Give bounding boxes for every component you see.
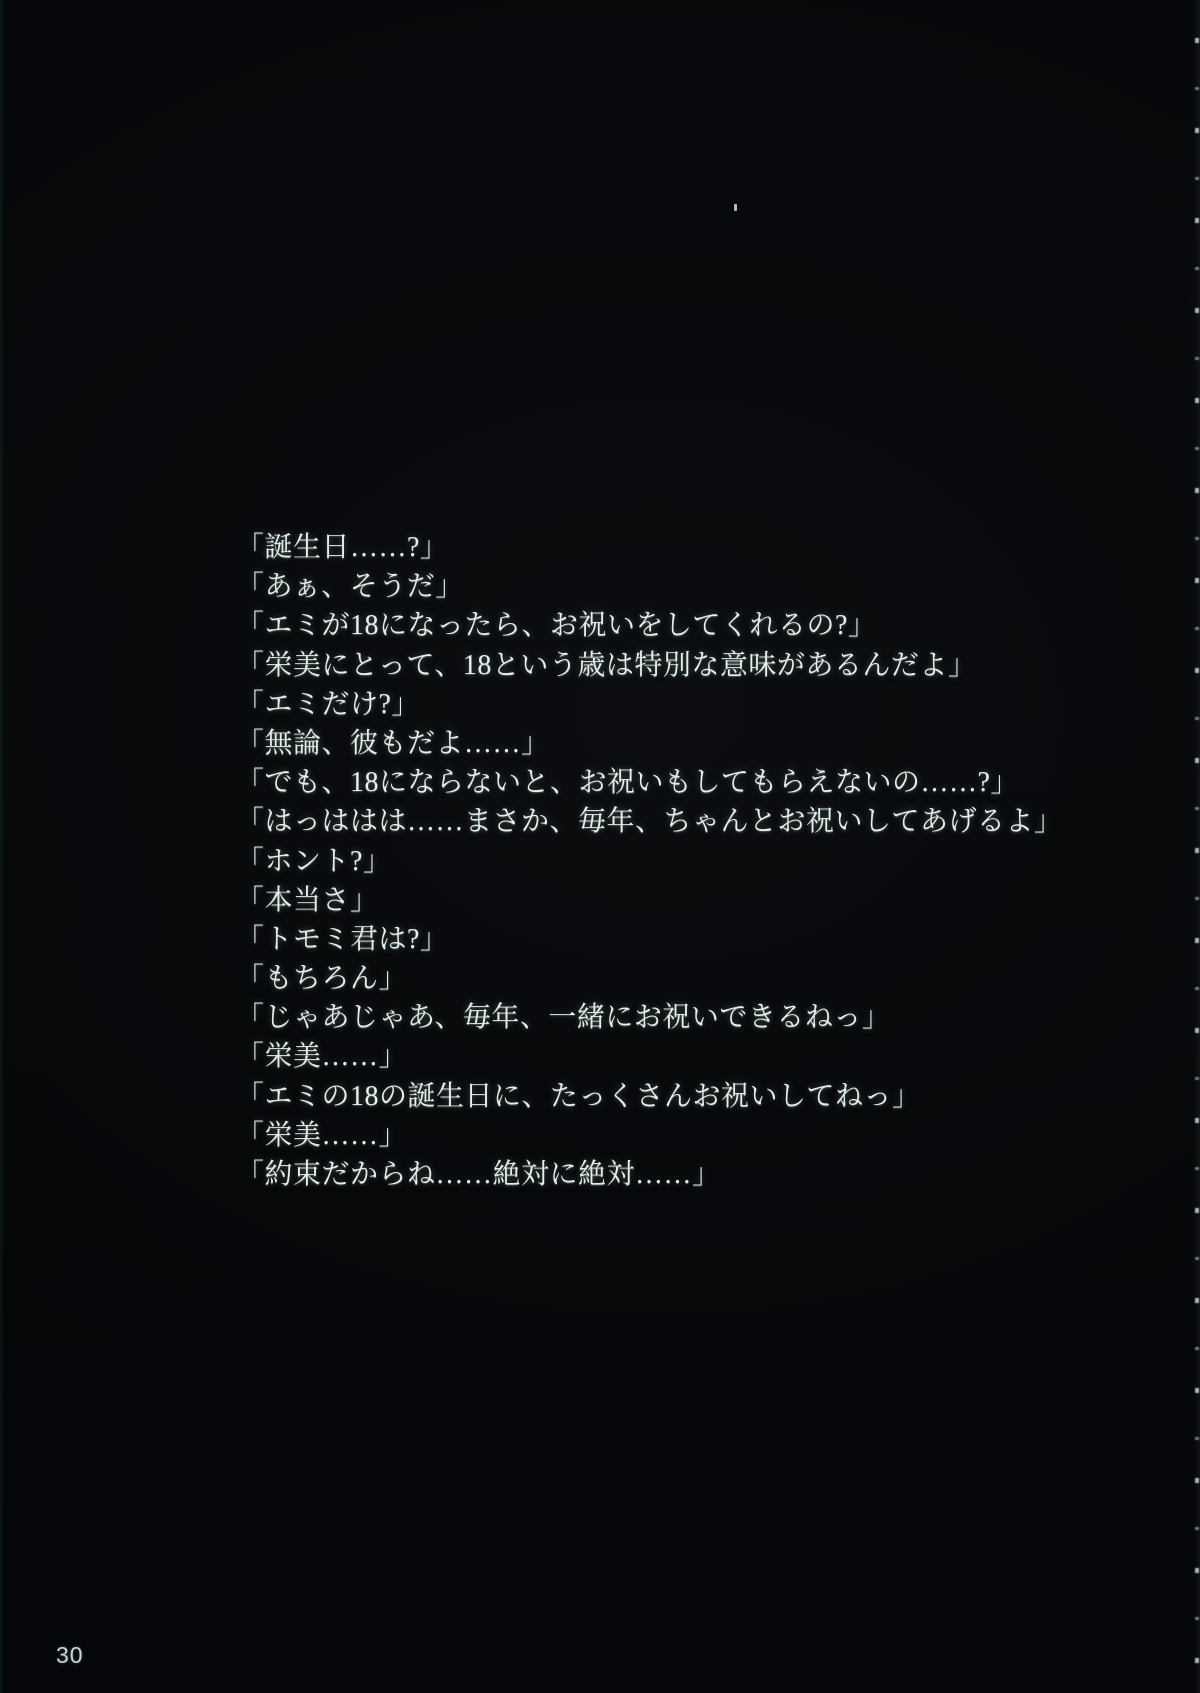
dialogue-line: 「約束だからね……絶対に絶対……」 — [236, 1159, 721, 1190]
dialogue-line: 「栄美にとって、18という歳は特別な意味があるんだよ」 — [236, 649, 977, 681]
scan-edge-left — [0, 0, 6, 1693]
dialogue-line: 「あぁ、そうだ」 — [236, 571, 464, 603]
dialogue-line: 「栄美……」 — [236, 1119, 408, 1151]
dialogue-line: 「誕生日……?」 — [236, 532, 449, 563]
dust-speck — [734, 204, 737, 211]
dialogue-line: 「でも、18にならないと、お祝いもしてもらえないの……?」 — [236, 767, 1019, 799]
page-fore-edge-specks — [1195, 0, 1199, 1693]
dialogue-line: 「無論、彼もだよ……」 — [236, 727, 550, 759]
dialogue-line: 「エミだけ?」 — [236, 688, 420, 720]
dialogue-line: 「エミが18になったら、お祝いをしてくれるの?」 — [236, 610, 877, 642]
dialogue-line: 「もちろん」 — [236, 963, 408, 995]
dialogue-line: 「栄美……」 — [236, 1041, 408, 1073]
dialogue-line: 「ホント?」 — [236, 845, 392, 877]
dialogue-line: 「本当さ」 — [236, 884, 379, 916]
dialogue-block — [236, 528, 1116, 1194]
dialogue-line: 「じゃあじゃあ、毎年、一緒にお祝いできるねっ」 — [236, 1002, 891, 1034]
dialogue-line: 「エミの18の誕生日に、たっくさんお祝いしてねっ」 — [236, 1080, 921, 1112]
dialogue-line: 「トモミ君は?」 — [236, 923, 449, 955]
dialogue-line: 「はっははは……まさか、毎年、ちゃんとお祝いしてあげるよ」 — [236, 806, 1063, 838]
page-number: 30 — [56, 1642, 84, 1668]
